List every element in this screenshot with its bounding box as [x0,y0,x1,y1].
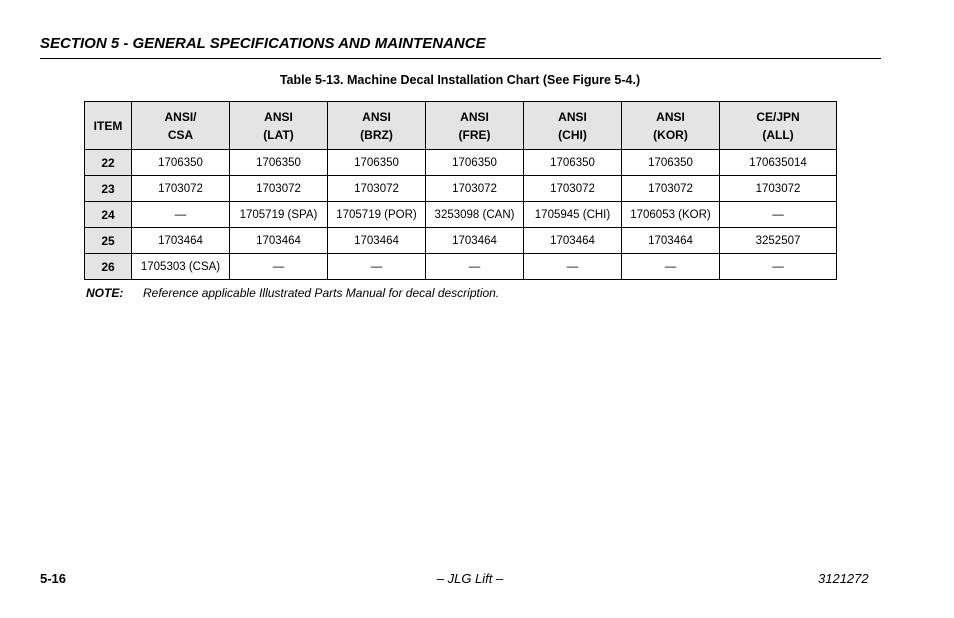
table-cell: 1703072 [328,176,426,202]
table-cell: — [720,202,837,228]
table-cell: 3252507 [720,228,837,254]
column-header-line: (KOR) [653,127,688,142]
table-cell: 1706350 [230,150,328,176]
column-header-line: (BRZ) [360,127,393,142]
column-header [622,102,720,150]
table-cell: 1703072 [230,176,328,202]
table-cell: — [720,254,837,280]
table-cell: 1706350 [622,150,720,176]
table-cell: 1705303 (CSA) [132,254,230,280]
column-header-line: (ALL) [762,127,794,142]
table-cell: 1703464 [426,228,524,254]
table-cell: 1706350 [426,150,524,176]
table-cell: 1705719 (POR) [328,202,426,228]
table-cell: 1706053 (KOR) [622,202,720,228]
table-header-row [85,102,837,150]
table-cell: 1706350 [328,150,426,176]
column-header-line: ANSI [558,109,587,124]
column-header-line: (FRE) [458,127,491,142]
column-header [328,102,426,150]
table-cell: — [426,254,524,280]
table-cell: 1703072 [622,176,720,202]
table-cell: 1706350 [524,150,622,176]
table-row [85,202,837,228]
table-cell: 1703464 [132,228,230,254]
column-header [132,102,230,150]
table-cell: 1705945 (CHI) [524,202,622,228]
table-cell: 1705719 (SPA) [230,202,328,228]
header-rule [40,58,881,59]
table-row [85,228,837,254]
note-label: NOTE: [86,286,124,300]
table-row [85,254,837,280]
table-cell: — [622,254,720,280]
column-header [85,102,132,150]
column-header-line: (CHI) [558,127,587,142]
column-header-line: ANSI [460,109,489,124]
item-cell: 24 [85,202,132,228]
section-title: SECTION 5 - GENERAL SPECIFICATIONS AND MAINTENANCE [40,35,486,52]
table-cell: 1703464 [524,228,622,254]
table-note [86,286,499,300]
column-header-line: ANSI [264,109,293,124]
table-cell: 1703464 [622,228,720,254]
table-row [85,176,837,202]
column-header [230,102,328,150]
table-cell: 1703072 [720,176,837,202]
column-header-line: ANSI/ [164,109,197,124]
page-number: 5-16 [40,571,67,586]
table-cell: 1703072 [132,176,230,202]
column-header [524,102,622,150]
item-cell: 26 [85,254,132,280]
table-cell: 1703464 [328,228,426,254]
table-cell: — [132,202,230,228]
item-cell: 25 [85,228,132,254]
column-header-line: (LAT) [263,127,294,142]
column-header-line: CE/JPN [756,109,800,124]
table-cell: 1703464 [230,228,328,254]
table-cell: 1703072 [426,176,524,202]
column-header [720,102,837,150]
note-text: Reference applicable Illustrated Parts Manual for decal description. [143,286,500,300]
table-cell: — [524,254,622,280]
table-cell: — [328,254,426,280]
table-cell: — [230,254,328,280]
footer-brand: – JLG Lift – [436,571,504,586]
table-cell: 3253098 (CAN) [426,202,524,228]
decal-installation-table [84,101,837,280]
item-cell: 23 [85,176,132,202]
column-header-line: ANSI [362,109,391,124]
column-header-line: ITEM [93,118,123,133]
table-cell: 1703072 [524,176,622,202]
column-header-line: CSA [167,127,194,142]
document-number: 3121272 [818,571,869,586]
table-cell: 170635014 [720,150,837,176]
table-cell: 1706350 [132,150,230,176]
column-header [426,102,524,150]
column-header-line: ANSI [656,109,685,124]
table-caption: Table 5-13. Machine Decal Installation Chart (See Figure 5-4.) [279,73,641,87]
table-row [85,150,837,176]
item-cell: 22 [85,150,132,176]
